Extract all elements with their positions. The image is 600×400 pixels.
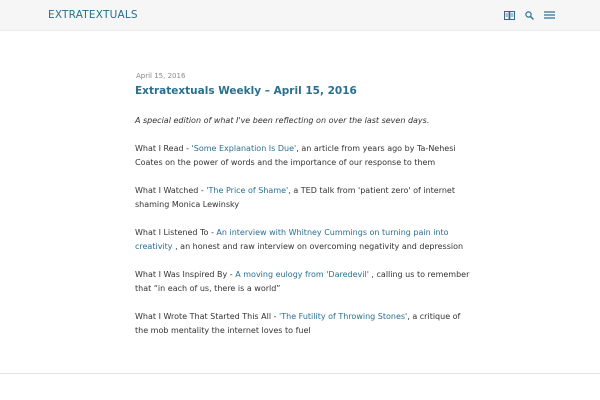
site-header [0, 0, 600, 31]
post-article [135, 72, 470, 337]
item-inspired-suffix: , calling us to remember that “in each of us, there is a world” [135, 270, 470, 293]
item-read-suffix: , an article from years ago by Ta-Nehesi Coates on the power of words and the importance of our response to them [135, 144, 456, 167]
item-watched-prefix: What I Watched - [135, 186, 207, 195]
header-icons [504, 9, 555, 21]
item-wrote-prefix: What I Wrote That Started This All - [135, 312, 280, 321]
site-title-link[interactable]: EXTRATEXTUALS [48, 9, 138, 21]
item-inspired-link[interactable]: A moving eulogy from 'Daredevil' [235, 270, 369, 279]
item-inspired [135, 268, 470, 295]
menu-icon[interactable] [544, 11, 555, 19]
footer-divider [0, 373, 600, 374]
post-date: April 15, 2016 [136, 72, 186, 80]
item-listened-link[interactable]: An interview with Whitney Cummings on turning pain into creativity [135, 228, 449, 251]
item-watched-suffix: , a TED talk from 'patient zero' of internet shaming Monica Lewinsky [135, 186, 455, 209]
item-listened-prefix: What I Listened To - [135, 228, 217, 237]
item-wrote-suffix: , a critique of the mob mentality the internet loves to fuel [135, 312, 461, 335]
post-title[interactable]: Extratextuals Weekly – April 15, 2016 [135, 85, 357, 97]
item-read-prefix: What I Read - [135, 144, 192, 153]
item-listened [135, 226, 470, 253]
item-wrote-link[interactable]: 'The Futility of Throwing Stones' [279, 312, 408, 321]
item-inspired-prefix: What I Was Inspired By - [135, 270, 236, 279]
item-read [135, 142, 470, 169]
search-icon[interactable] [525, 11, 534, 20]
item-read-link[interactable]: 'Some Explanation Is Due' [191, 144, 297, 153]
item-listened-suffix: , an honest and raw interview on overcoming negativity and depression [172, 241, 464, 251]
book-icon[interactable] [504, 11, 515, 20]
item-watched [135, 184, 470, 211]
item-wrote [135, 310, 470, 337]
post-intro: A special edition of what I've been reflecting on over the last seven days. [135, 116, 430, 125]
item-watched-link[interactable]: 'The Price of Shame' [206, 186, 289, 195]
